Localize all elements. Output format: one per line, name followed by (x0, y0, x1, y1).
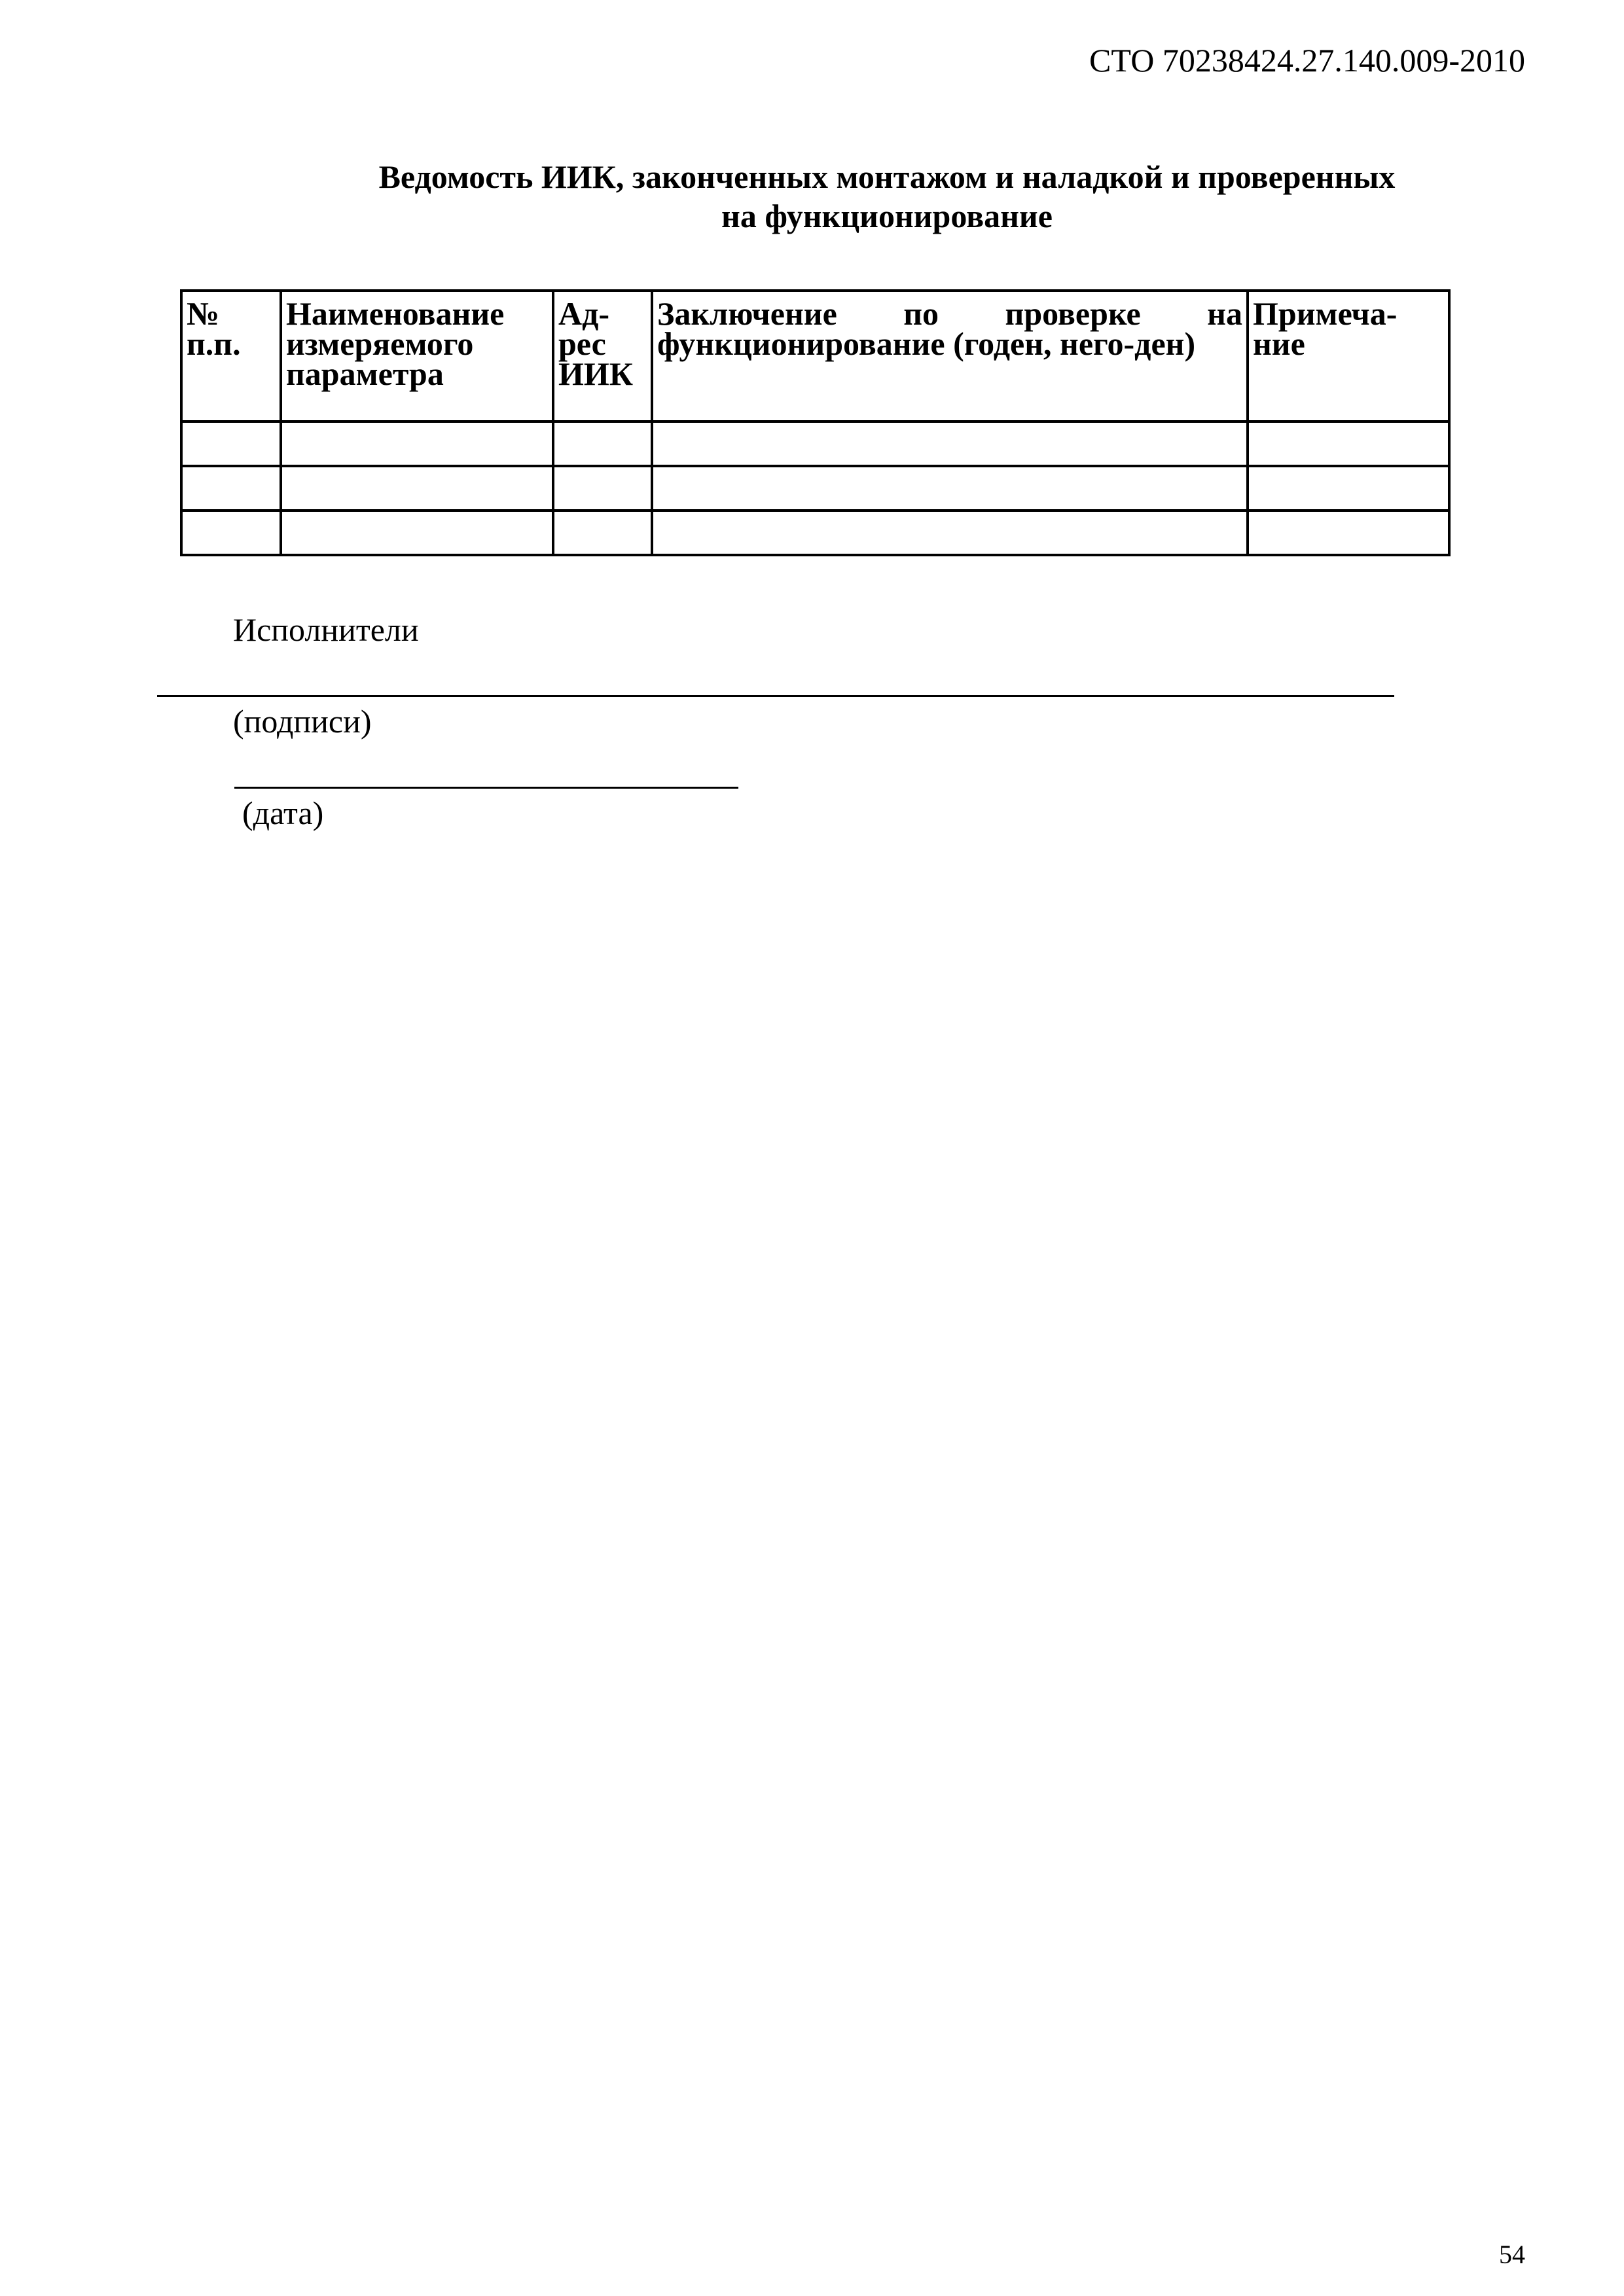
table-cell (1248, 511, 1449, 555)
table-cell (1248, 466, 1449, 511)
table-cell (553, 422, 652, 466)
table-cell (281, 466, 553, 511)
table-cell (553, 511, 652, 555)
table-cell (652, 422, 1248, 466)
document-code: СТО 70238424.27.140.009-2010 (1089, 42, 1525, 79)
table-cell (181, 511, 281, 555)
signature-line (157, 695, 1394, 697)
date-label: (дата) (242, 795, 324, 831)
table-row (181, 422, 1449, 466)
table-cell (652, 511, 1248, 555)
table-row (181, 511, 1449, 555)
column-header-note: Примеча-ние (1248, 291, 1449, 422)
table-header-row (181, 291, 1449, 422)
table-cell (181, 422, 281, 466)
title-line-2: на функционирование (721, 198, 1053, 234)
table-cell (553, 466, 652, 511)
performers-label: Исполнители (233, 611, 419, 648)
table-row (181, 466, 1449, 511)
document-title (249, 157, 1525, 236)
title-line-1: Ведомость ИИК, законченных монтажом и наладкой и проверенных (378, 158, 1396, 195)
table-cell (281, 422, 553, 466)
register-table (180, 289, 1451, 556)
table-cell (181, 466, 281, 511)
column-header-iik-address: Ад-рес ИИК (553, 291, 652, 422)
page-number: 54 (1499, 2240, 1525, 2269)
column-header-number: № п.п. (181, 291, 281, 422)
date-line (234, 787, 738, 789)
table-cell (281, 511, 553, 555)
column-header-conclusion: Заключение по проверке на функционирование (годен, него-ден) (652, 291, 1248, 422)
column-header-parameter-name: Наименование измеряемого параметра (281, 291, 553, 422)
table-cell (1248, 422, 1449, 466)
table-cell (652, 466, 1248, 511)
signatures-label: (подписи) (233, 703, 372, 740)
